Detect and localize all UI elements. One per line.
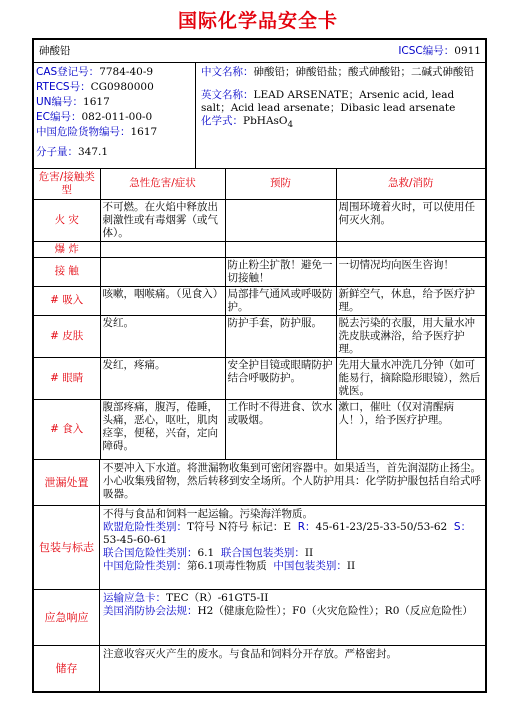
- packaging-section: [34, 506, 485, 590]
- emergency-body: [100, 590, 485, 645]
- nfpa-code: 美国消防协会法规：H2（健康危险性）；F0（火灾危险性）；R0（反应危险性）: [103, 605, 473, 617]
- english-name: 英文名称：LEAD ARSENATE；Arsenic acid, lead salt；Acid lead arsenate；Dibasic lead arsenate: [201, 89, 456, 114]
- un-hazard-class: 联合国危险性类别：6.1 联合国包装类别：II: [103, 547, 314, 559]
- cn-hazard-class: 中国危险性类别：第6.1项毒性物质 中国包装类别：II: [103, 560, 356, 572]
- header-prevention: 预防: [225, 169, 336, 199]
- identifiers-row: [34, 63, 485, 169]
- leak-text: 不要冲入下水道。将泄漏物收集到可密闭容器中。如果适当，首先润湿防止扬尘。小心收集残留物，然后转移到安全场所。个人防护用具：化学防护服包括自给式呼吸器。: [103, 462, 481, 500]
- icsc-number: ICSC编号：0911: [398, 45, 481, 57]
- rtecs-number: RTECS号：CG0980000: [36, 81, 154, 93]
- table-row: 接 触 防止粉尘扩散！避免一切接触！ 一切情况均向医生咨询！: [34, 257, 485, 286]
- table-row: # 食入 腹部疼痛，腹泻，倦睡，头痛，恶心，呕吐，肌肉痉挛，便秘，兴奋，定向障碍。 工作时不得进食、饮水或吸烟。 漱口，催吐（仅对清醒病人！），给予医疗护理。: [34, 399, 485, 459]
- table-row: 火 灾 不可燃。在火焰中释放出刺激性或有毒烟雾（或气体）。 周围环境着火时，可以使用任何灭火剂。: [34, 199, 485, 241]
- card-title: 国际化学品安全卡: [177, 10, 338, 32]
- hazard-section: [34, 169, 485, 460]
- ec-number: EC编号：082-011-00-0: [36, 111, 153, 123]
- packaging-label: 包装与标志: [34, 506, 100, 589]
- cas-number: CAS登记号：7784-40-9: [36, 66, 154, 78]
- packaging-body: [100, 506, 485, 589]
- chemical-formula: 化学式：PbHAsO$_4$: [201, 115, 294, 131]
- molecular-weight: 分子量：347.1: [36, 146, 109, 158]
- header-symptom: 急性危害/症状: [100, 169, 225, 199]
- storage-section: [34, 646, 485, 691]
- hazard-table: [34, 169, 485, 459]
- card-sheet: [32, 38, 487, 693]
- eu-hazard-class: 欧盟危险性类别：T符号 N符号 标记：E R：45-61-23/25-33-50/53-62 S：53-45-60-61: [103, 521, 472, 546]
- emergency-label: 应急响应: [34, 590, 100, 645]
- header-row: [34, 40, 485, 63]
- cn-danger-number: 中国危险货物编号：1617: [36, 126, 158, 138]
- storage-text: 注意收容灭火产生的废水。与食品和饲料分开存放。严格密封。: [103, 648, 397, 660]
- table-row: # 吸入 咳嗽，咽喉痛。（见食入） 局部排气通风或呼吸防护。 新鲜空气，休息，给予医疗护理。: [34, 286, 485, 315]
- table-row: 爆 炸: [34, 241, 485, 257]
- un-number: UN编号：1617: [36, 96, 110, 108]
- storage-label: 储存: [34, 646, 100, 691]
- header-type: 危害/接触类型: [34, 169, 100, 199]
- packaging-note: 不得与食品和饲料一起运输。污染海洋物质。: [103, 508, 313, 520]
- chemical-name: 砷酸铅: [39, 45, 71, 57]
- name-block: [198, 63, 485, 135]
- identifier-list: [34, 63, 196, 169]
- leak-section: [34, 460, 485, 506]
- emergency-section: [34, 590, 485, 646]
- header-first-aid: 急救/消防: [336, 169, 485, 199]
- table-row: # 皮肤 发红。 防护手套，防护服。 脱去污染的衣服，用大量水冲洗皮肤或淋浴，给予医疗护理。: [34, 315, 485, 357]
- leak-label: 泄漏处置: [34, 460, 100, 505]
- hazard-header-row: [34, 169, 485, 199]
- transport-card: 运输应急卡：TEC（R）-61GT5-II: [103, 592, 269, 604]
- chinese-name: 中文名称：砷酸铅；砷酸铅盐；酸式砷酸铅；二碱式砷酸铅: [201, 66, 474, 78]
- table-row: # 眼睛 发红，疼痛。 安全护目镜或眼睛防护结合呼吸防护。 先用大量水冲洗几分钟（如可能易行，摘除隐形眼镜），然后就医。: [34, 357, 485, 399]
